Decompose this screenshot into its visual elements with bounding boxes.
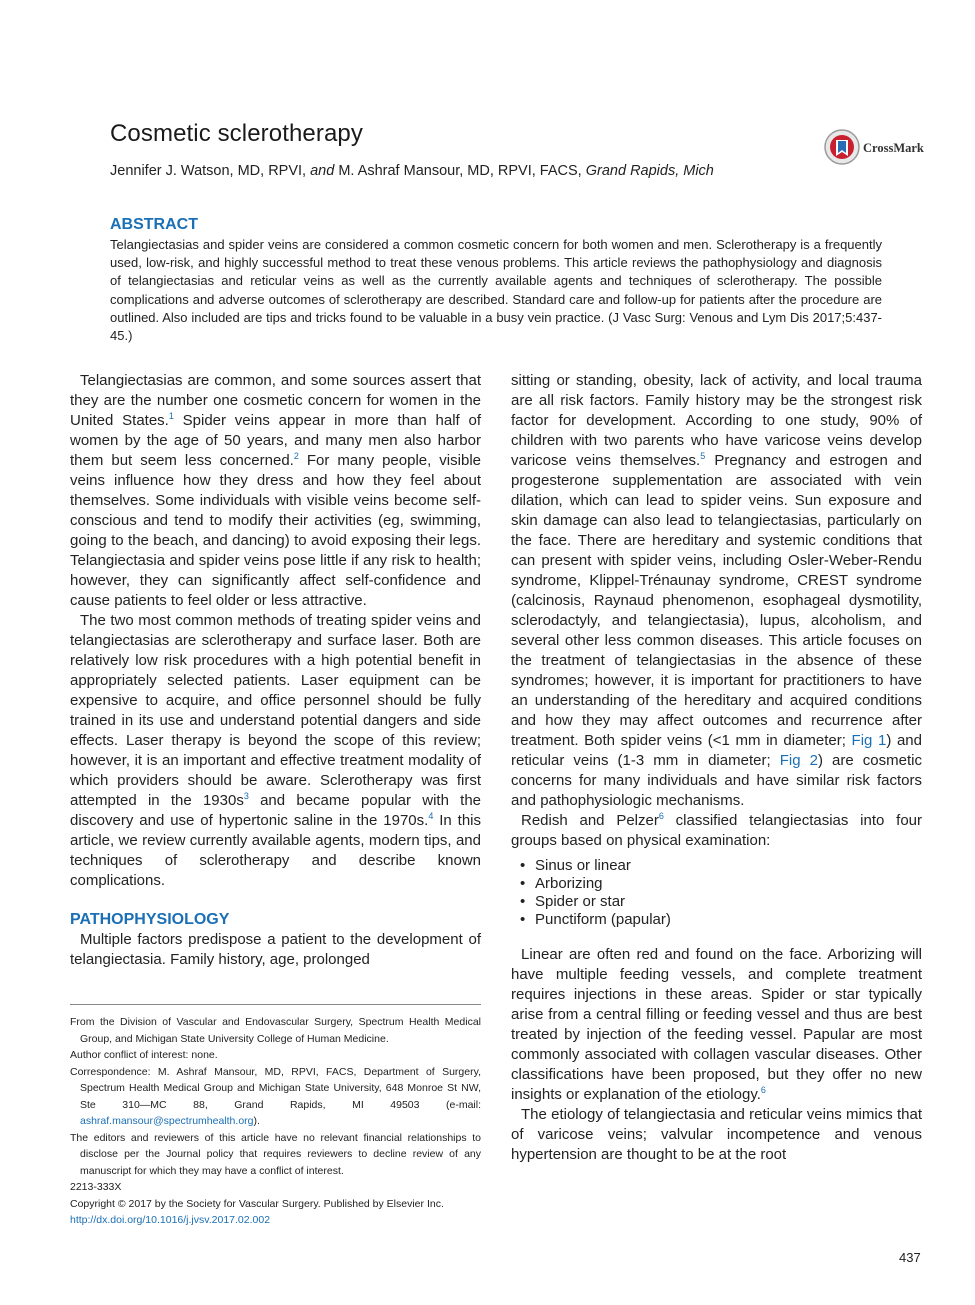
abstract-heading: ABSTRACT: [110, 216, 198, 233]
email-link[interactable]: ashraf.mansour@spectrumhealth.org: [80, 1115, 254, 1127]
text-run: Telangiectasias are common, and some sources assert that they are the number one cosmetic concern for women in the United States.: [70, 372, 481, 429]
reference-link[interactable]: 4: [428, 811, 434, 821]
classification-paragraph: [511, 811, 922, 851]
abstract-text: Telangiectasias and spider veins are considered a common cosmetic concern for both women and men. Sclerotherapy is a frequently used, low-risk, and highly successful method to treat these venous problems. This article reviews the pathophysiology and diagnosis of telangiectasias and reticular veins as well as the currently available agents and techniques of sclerotherapy. The possible complications and adverse outcomes of sclerotherapy are described. Standard care and follow-up for patients after the procedure are outlined. Also included are tips and tricks found to be valuable in a busy vein practice. (J Vasc Surg: Venous and Lym Dis 2017;5:437-45.): [110, 237, 882, 344]
text-run: ) are cosmetic concerns for many individuals and have similar risk factors and pathophysiologic mechanisms.: [511, 752, 922, 809]
author-and: and: [310, 163, 335, 179]
figure-link[interactable]: Fig 1: [851, 732, 887, 749]
classification-list: [511, 857, 922, 929]
article-title: Cosmetic sclerotherapy: [110, 120, 363, 147]
copyright: Copyright © 2017 by the Society for Vascular Surgery. Published by Elsevier Inc.: [70, 1197, 444, 1210]
footnote-conflict: Author conflict of interest: none.: [70, 1049, 218, 1061]
pathophysiology-paragraph-1-cont: [511, 371, 922, 811]
author-first: Jennifer J. Watson, MD, RPVI,: [110, 163, 307, 179]
figure-link[interactable]: Fig 2: [779, 752, 818, 769]
footnote-editors: The editors and reviewers of this article have no relevant financial relationships to disclose per the Journal policy that requires reviewers to decline review of any manuscript for which they may have a conflict of interest.: [70, 1131, 481, 1177]
text-run: Pregnancy and estrogen and progesterone supplementation are associated with vein dilation, which can lead to spider veins. Sun exposure and skin damage can also lead to telangiectasias, particularly on the face. There are hereditary and systemic conditions that can present with spider veins, including Osler-Weber-Rendu syndrome, Klippel-Trénaunay syndrome, CREST syndrome (calcinosis, Raynaud phenomenon, esophageal dysmotility, sclerodactyly, and telangiectasia), lupus, alcoholism, and several other less common diseases. This article focuses on the treatment of telangiectasias in the absence of these syndromes; however, it is important for practitioners to have an understanding of the hereditary and acquired conditions and how they may affect outcomes and recurrence after treatment. Both spider veins (<1 mm in diameter;: [511, 452, 922, 749]
intro-paragraph-1: [70, 371, 481, 611]
list-item: • Punctiform (papular): [535, 911, 922, 929]
text-run: ) and reticular veins (1-3 mm in diameter;: [511, 732, 922, 769]
author-line: [110, 163, 714, 179]
text-run: Redish and Pelzer: [521, 812, 659, 829]
issn: 2213-333X: [70, 1181, 122, 1193]
text-run: Spider veins appear in more than half of women by the age of 50 years, and many men also harbor them but seem less concerned.: [70, 412, 481, 469]
footnote-correspondence: [70, 1064, 481, 1130]
right-column: [511, 371, 922, 1165]
author-location: Grand Rapids, Mich: [585, 163, 714, 179]
doi-link[interactable]: http://dx.doi.org/10.1016/j.jvsv.2017.02.002: [70, 1214, 271, 1226]
list-item: • Sinus or linear: [535, 857, 922, 875]
crossmark-badge[interactable]: [822, 128, 932, 168]
footnote-affiliation: From the Division of Vascular and Endovascular Surgery, Spectrum Health Medical Group, and Michigan State University College of Human Medicine.: [70, 1016, 481, 1045]
reference-link[interactable]: 1: [168, 411, 174, 421]
list-item: • Spider or star: [535, 893, 922, 911]
page-number: 437: [899, 1250, 921, 1265]
list-item: • Arborizing: [535, 875, 922, 893]
text-run: In this article, we review currently available agents, modern tips, and techniques of sclerotherapy and describe known complications.: [70, 812, 481, 889]
section-heading: PATHOPHYSIOLOGY: [70, 911, 230, 928]
text-run: ).: [253, 1115, 260, 1127]
intro-paragraph-2: [70, 611, 481, 891]
author-second: M. Ashraf Mansour, MD, RPVI, FACS,: [338, 163, 582, 179]
reference-link[interactable]: 6: [658, 811, 664, 821]
footnotes: [70, 1004, 481, 1229]
text-run: The two most common methods of treating spider veins and telangiectasias are sclerotherapy and surface laser. Both are relatively low risk procedures with a high potential benefit in appropriately selected patients. Laser equipment can be expensive to acquire, and office personnel should be fully trained in its use and understand potential dangers and side effects. Laser therapy is beyond the scope of this review; however, it is an important and effective treatment modality of which providers should be aware. Sclerotherapy was first attempted in the 1930s: [70, 612, 481, 809]
reference-link[interactable]: 6: [760, 1085, 766, 1095]
text-run: Correspondence: M. Ashraf Mansour, MD, RPVI, FACS, Department of Surgery, Spectrum Health Medical Group and Michigan State University, 648 Monroe St NW, Ste 310—MC 88, Grand Rapids, MI 49503 (e-mail:: [70, 1065, 481, 1111]
pathophysiology-paragraph-1: Multiple factors predispose a patient to the development of telangiectasia. Family history, age, prolonged: [70, 931, 481, 968]
crossmark-label: CrossMark: [863, 141, 924, 155]
text-run: Linear are often red and found on the face. Arborizing will have multiple feeding vessels, and complete treatment requires injections in these areas. Spider or star typically arise from a central filling or feeding vessel and thus are best treated by injection of the feeding vessel. Papular are most commonly associated with collagen vascular diseases. Other classifications have been proposed, but they offer no new insights or explanation of the etiology.: [511, 946, 922, 1103]
reference-link[interactable]: 5: [700, 451, 706, 461]
reference-link[interactable]: 2: [293, 451, 299, 461]
text-run: and became popular with the discovery and use of hypertonic saline in the 1970s.: [70, 792, 481, 829]
text-run: For many people, visible veins influence how they dress and how they feel about themselves. Some individuals with visible veins become self-conscious and tend to modify their activities (eg, swimming, going to the beach, and dancing) to avoid exposing their legs. Telangiectasia and spider veins pose little if any risk to health; however, they can significantly affect self-confidence and cause patients to feel older or less attractive.: [70, 452, 481, 609]
etiology-paragraph: The etiology of telangiectasia and reticular veins mimics that of varicose veins; valvular incompetence and venous hypertension are thought to be at the root: [511, 1106, 922, 1163]
types-description-paragraph: [511, 945, 922, 1105]
text-run: sitting or standing, obesity, lack of activity, and local trauma are all risk factors. Family history may be the strongest risk factor for development. According to one study, 90% of children with two parents who have varicose veins develop varicose veins themselves.: [511, 372, 922, 469]
left-column: [70, 371, 481, 970]
text-run: classified telangiectasias into four groups based on physical examination:: [511, 812, 923, 849]
crossmark-icon: [822, 128, 932, 168]
reference-link[interactable]: 3: [243, 791, 249, 801]
